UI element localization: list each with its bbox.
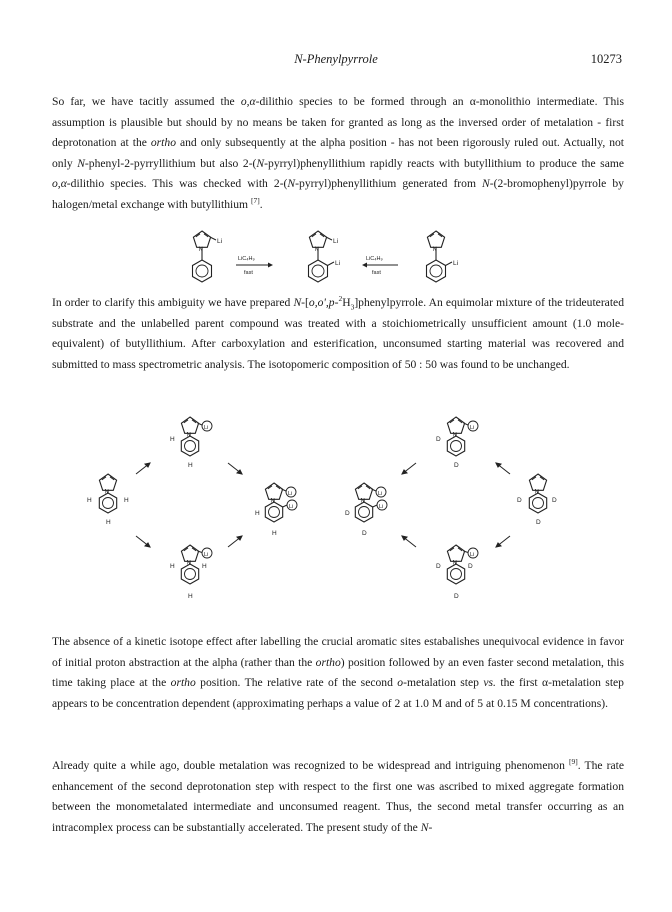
svg-text:Li: Li	[289, 504, 294, 510]
svg-text:LiC₄H₉: LiC₄H₉	[238, 256, 255, 262]
svg-text:H: H	[188, 593, 193, 600]
molecule-dilithio	[309, 231, 341, 282]
svg-text:H: H	[170, 563, 175, 570]
svg-text:D: D	[536, 519, 541, 526]
svg-text:D: D	[362, 530, 367, 537]
paragraph-1: So far, we have tacitly assumed the o,α-dilithio species to be formed through an α-monolithio intermediate. This assumption is plausible but should by no means be taken for granted as long as the inversed order of metalation - first deprotonation at the ortho and only subsequently at the alpha position - has not been rigorously ruled out. Actually, not only N-phenyl-2-pyrryllithium but also 2-(N-pyrryl)phenyllithium rapidly reacts with butyllithium to produce the same o,α-dilithio species. This was checked with 2-(N-pyrryl)phenyllithium generated from N-(2-bromophenyl)pyrrole by halogen/metal exchange with butyllithium [7].	[52, 95, 625, 211]
svg-text:H: H	[87, 497, 92, 504]
svg-text:D: D	[454, 593, 459, 600]
citation-9: [9]	[568, 757, 578, 767]
reaction-arrows	[136, 463, 510, 547]
paragraph-2: In order to clarify this ambiguity we have prepared $N-[o,o',p-^2H_3]phenylpyrrole$. An equimolar mixture of the trideuterated substrate and the unlabelled parent compound was treated with a stoichiometrically unsufficient amount (1.0 mole-equivalent) of butyllithium. After carboxylation and esterification, unconsumed starting material was recovered and submitted to mass spectrometric analysis. The isotopomeric composition of 50 : 50 was found to be unchanged.	[52, 294, 624, 371]
svg-text:fast: fast	[372, 270, 381, 276]
svg-text:fast: fast	[244, 270, 253, 276]
svg-text:Li: Li	[470, 552, 475, 558]
svg-text:H: H	[106, 519, 111, 526]
alpha-lithio-d	[436, 417, 478, 469]
svg-text:H: H	[170, 436, 175, 443]
svg-text:N: N	[314, 247, 319, 253]
svg-text:H: H	[124, 497, 129, 504]
dilithio-d	[345, 483, 387, 537]
svg-text:D: D	[468, 563, 473, 570]
svg-text:Li: Li	[217, 238, 223, 245]
svg-text:D: D	[436, 563, 441, 570]
svg-text:H: H	[202, 563, 207, 570]
ortho-lithio-d	[436, 545, 478, 600]
svg-text:Li: Li	[288, 491, 293, 497]
paragraph-3: The absence of a kinetic isotope effect after labelling the crucial aromatic sites estabalishes unequivocal evidence in favor of initial proton abstraction at the alpha (rather than the ortho) position followed by an even faster second metalation, this time taking place at the ortho position. The relative rate of the second o-metalation step vs. the first α-metalation step appears to be concentration dependent (approximating perhaps a value of 2 at 1.0 M and of 5 at 0.15 M concentrations).	[52, 635, 625, 710]
svg-text:N: N	[432, 247, 437, 253]
parent-compound	[87, 474, 129, 526]
svg-text:D: D	[454, 462, 459, 469]
arrow-reverse	[362, 256, 398, 276]
molecule-alpha-lithio	[193, 231, 223, 282]
scheme-2-isotope-experiment: N H H H Li H H Li H H H Li Li H H Li Li D D Li D D Li D D D D D D	[74, 392, 557, 600]
svg-text:H: H	[272, 530, 277, 537]
ortho-lithio-h	[170, 545, 212, 600]
svg-text:Li: Li	[379, 504, 384, 510]
molecule-ortho-lithio	[427, 231, 459, 282]
svg-text:Li: Li	[453, 260, 459, 267]
svg-text:Li: Li	[470, 425, 475, 431]
scheme-1-metalation	[160, 226, 500, 288]
paragraph-4: Already quite a while ago, double metalation was recognized to be widespread and intriguing phenomenon [9]. The rate enhancement of the second deprotonation step with respect to the first one was ascribed to mixed aggregate formation between the monometalated intermediate and unconsumed reagent. Thus, the second metal transfer occurring as an intracomplex process can be substantially accelerated. The present study of the N-	[52, 757, 624, 834]
dilithio-h	[255, 483, 297, 537]
svg-text:LiC₄H₉: LiC₄H₉	[366, 256, 383, 262]
svg-text:N: N	[198, 247, 203, 253]
page-number: 10273	[590, 52, 622, 66]
citation-7: [7]	[250, 196, 260, 206]
svg-text:D: D	[345, 510, 350, 517]
alpha-lithio-h	[170, 417, 212, 469]
svg-text:Li: Li	[204, 552, 209, 558]
svg-text:D: D	[517, 497, 522, 504]
svg-text:Li: Li	[378, 491, 383, 497]
svg-text:Li: Li	[204, 425, 209, 431]
svg-text:D: D	[436, 436, 441, 443]
svg-text:H: H	[188, 462, 193, 469]
svg-text:Li: Li	[333, 238, 339, 245]
arrow-forward	[236, 256, 273, 276]
trideuterated-substrate	[517, 474, 557, 526]
svg-text:D: D	[552, 497, 557, 504]
svg-text:Li: Li	[335, 260, 341, 267]
running-title: N-Phenylpyrrole	[294, 52, 378, 66]
svg-text:H: H	[255, 510, 260, 517]
